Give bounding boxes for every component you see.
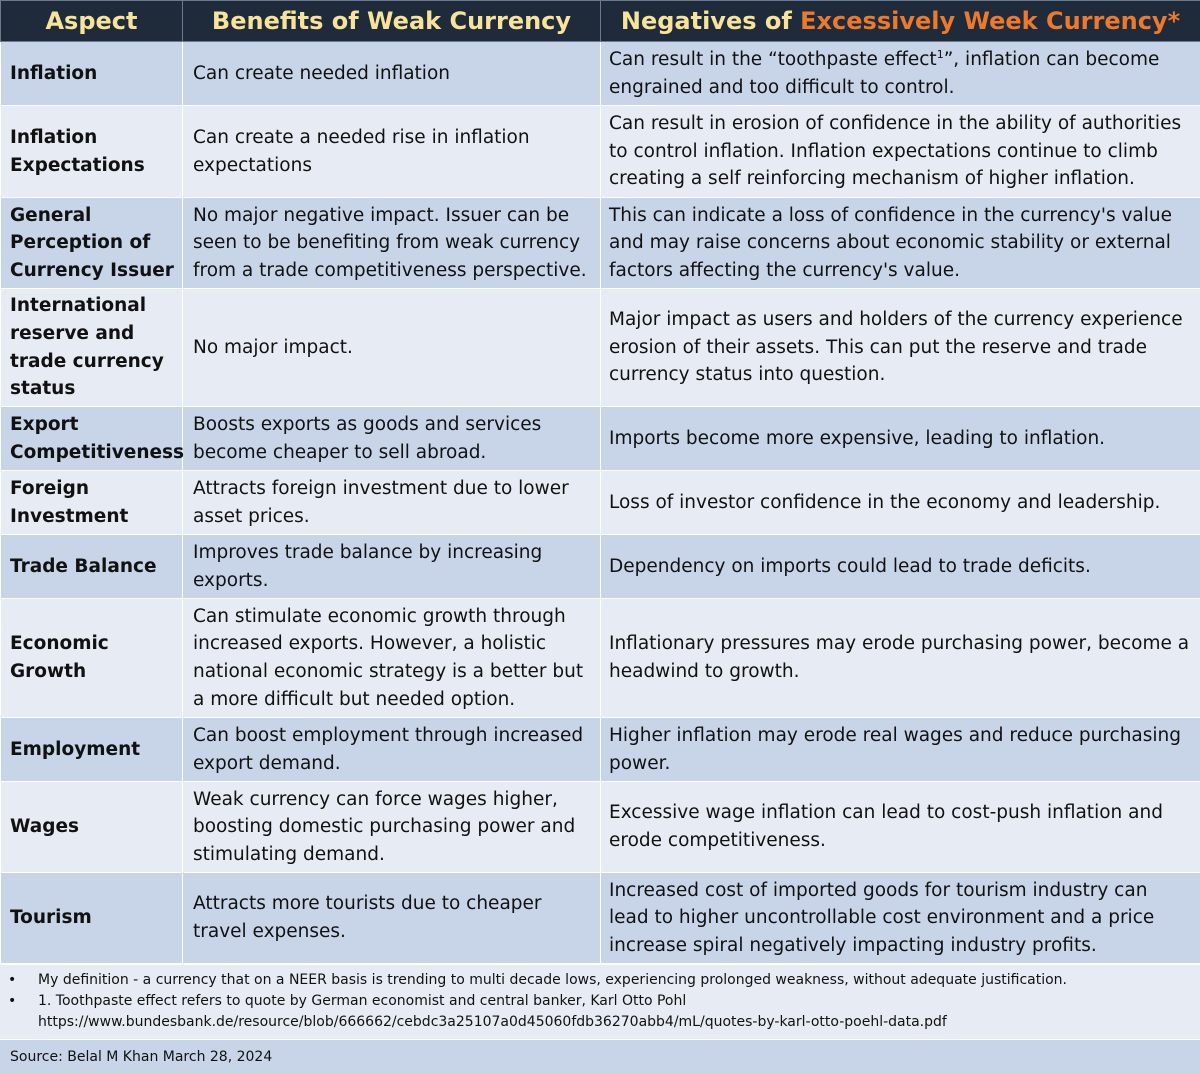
aspect-cell: Tourism: [1, 873, 183, 964]
aspect-cell: Foreign Investment: [1, 471, 183, 535]
benefit-cell: Can boost employment through increased export demand.: [183, 718, 601, 782]
benefit-cell: No major negative impact. Issuer can be seen to be benefiting from weak currency from a trade competitiveness perspective.: [183, 198, 601, 289]
bullet-icon: •: [8, 972, 17, 988]
header-negatives-accent: Excessively Week Currency*: [800, 7, 1181, 35]
aspect-cell: Export Competitiveness: [1, 407, 183, 471]
source-line: Source: Belal M Khan March 28, 2024: [0, 1039, 1200, 1074]
benefit-cell: Weak currency can force wages higher, boosting domestic purchasing power and stimulating demand.: [183, 782, 601, 873]
negative-cell: Major impact as users and holders of the currency experience erosion of their assets. This can put the reserve and trade currency status into question.: [601, 289, 1200, 407]
benefit-cell: No major impact.: [183, 289, 601, 407]
aspect-cell: General Perception of Currency Issuer: [1, 198, 183, 289]
benefit-cell: Attracts more tourists due to cheaper travel expenses.: [183, 873, 601, 964]
table-row: [1, 106, 1200, 198]
negative-text-post: ”, inflation can become engrained and too difficult to control.: [609, 48, 1160, 98]
negative-text-pre: Can result in the “toothpaste effect: [609, 48, 937, 70]
table-row: [1, 471, 1200, 535]
bullet-icon: •: [8, 993, 17, 1009]
negative-cell: Loss of investor confidence in the economy and leadership.: [601, 471, 1200, 535]
negative-cell: Can result in erosion of confidence in the ability of authorities to control inflation. Inflation expectations continue to climb creating a self reinforcing mechanism of higher inflation.: [601, 106, 1200, 198]
negative-cell: Higher inflation may erode real wages and reduce purchasing power.: [601, 718, 1200, 782]
toothpaste-text: 1. Toothpaste effect refers to quote by German economist and central banker, Karl Otto Pohl: [38, 993, 687, 1009]
aspect-cell: Inflation Expectations: [1, 106, 183, 198]
benefit-cell: Can create a needed rise in inflation expectations: [183, 106, 601, 198]
footnote-toothpaste: [8, 991, 1192, 1012]
header-row: [1, 1, 1200, 42]
source-url: https://www.bundesbank.de/resource/blob/666662/cebdc3a25107a0d45060fdb36270abb4/mL/quotes-by-karl-otto-poehl-data.pdf: [38, 1014, 947, 1030]
table-row: [1, 42, 1200, 106]
negative-cell: Inflationary pressures may erode purchasing power, become a headwind to growth.: [601, 599, 1200, 718]
table-row: [1, 289, 1200, 407]
aspect-cell: Trade Balance: [1, 535, 183, 599]
table-row: [1, 782, 1200, 873]
footnote-definition: [8, 970, 1192, 991]
header-negatives: [601, 1, 1200, 42]
aspect-cell: Employment: [1, 718, 183, 782]
aspect-cell: International reserve and trade currency status: [1, 289, 183, 407]
aspect-cell: Inflation: [1, 42, 183, 106]
table-row: [1, 718, 1200, 782]
negative-cell: Dependency on imports could lead to trade deficits.: [601, 535, 1200, 599]
aspect-cell: Wages: [1, 782, 183, 873]
benefit-cell: Can stimulate economic growth through increased exports. However, a holistic national economic strategy is a better but a more difficult but needed option.: [183, 599, 601, 718]
footnotes: [0, 964, 1200, 1039]
header-benefits: Benefits of Weak Currency: [183, 1, 601, 42]
definition-text: My definition - a currency that on a NEER basis is trending to multi decade lows, experiencing prolonged weakness, without adequate justification.: [38, 972, 1067, 988]
table-row: [1, 599, 1200, 718]
negative-cell: Excessive wage inflation can lead to cost-push inflation and erode competitiveness.: [601, 782, 1200, 873]
benefit-cell: Can create needed inflation: [183, 42, 601, 106]
aspect-cell: Economic Growth: [1, 599, 183, 718]
table-row: [1, 535, 1200, 599]
benefit-cell: Boosts exports as goods and services become cheaper to sell abroad.: [183, 407, 601, 471]
table-row: [1, 407, 1200, 471]
table-row: [1, 873, 1200, 964]
negative-cell: Imports become more expensive, leading to inflation.: [601, 407, 1200, 471]
header-aspect: Aspect: [1, 1, 183, 42]
benefit-cell: Attracts foreign investment due to lower asset prices.: [183, 471, 601, 535]
negative-cell: Increased cost of imported goods for tourism industry can lead to higher uncontrollable cost environment and a price increase spiral negatively impacting industry profits.: [601, 873, 1200, 964]
negative-cell: [601, 42, 1200, 106]
benefit-cell: Improves trade balance by increasing exports.: [183, 535, 601, 599]
negative-cell: This can indicate a loss of confidence in the currency's value and may raise concerns about economic stability or external factors affecting the currency's value.: [601, 198, 1200, 289]
footnote-marker: 1: [936, 47, 944, 61]
header-negatives-prefix: Negatives of: [620, 7, 801, 35]
table-row: [1, 198, 1200, 289]
